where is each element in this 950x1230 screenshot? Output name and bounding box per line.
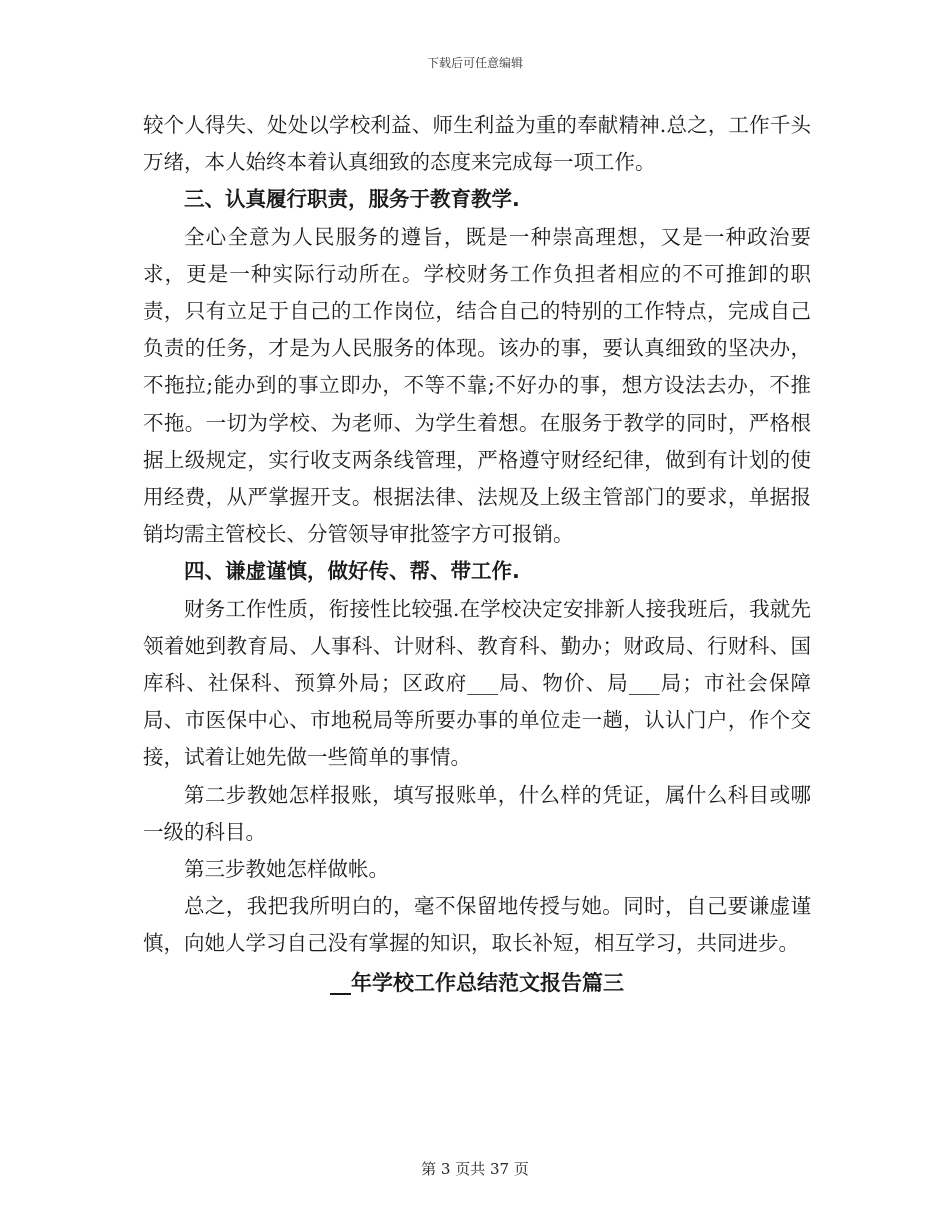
- document-section-title: __年学校工作总结范文报告篇三: [330, 970, 624, 995]
- paragraph-handover: 财务工作性质，衔接性比较强.在学校决定安排新人接我班后，我就先领着她到教育局、人事科、计财科、教育科、勤办；财政局、行财科、国库科、社保科、预算外局；区政府___局、物价、局___局；市社会保障局、市医保中心、市地税局等所要办事的单位走一趟，认认门户，作个交接，试着让她先做一些简单的事情。: [143, 596, 811, 770]
- page-number: 第 3 页共 37 页: [421, 1160, 529, 1178]
- page-header: 下载后可任意编辑: [426, 56, 523, 70]
- paragraph-continuation: 较个人得失、处处以学校利益、师生利益为重的奉献精神.总之，工作千头万绪，本人始终本着认真细致的态度来完成每一项工作。: [143, 113, 811, 175]
- document-body: [143, 107, 811, 1002]
- section-heading-3: 三、认真履行职责，服务于教育教学.: [184, 187, 520, 212]
- paragraph-step-two: 第二步教她怎样报账，填写报账单，什么样的凭证，属什么科目或哪一级的科目。: [143, 782, 811, 844]
- section-heading-4: 四、谦虚谨慎，做好传、帮、带工作.: [184, 559, 520, 584]
- paragraph-summary: 总之，我把我所明白的，毫不保留地传授与她。同时，自己要谦虚谨慎，向她人学习自己没有掌握的知识，取长补短，相互学习，共同进步。: [143, 894, 811, 956]
- paragraph-step-three: 第三步教她怎样做帐。: [184, 857, 389, 882]
- paragraph-service: 全心全意为人民服务的遵旨，既是一种崇高理想，又是一种政治要求，更是一种实际行动所在。学校财务工作负担者相应的不可推卸的职责，只有立足于自己的工作岗位，结合自己的特别的工作特点，完成自己负责的任务，才是为人民服务的体现。该办的事，要认真细致的坚决办，不拖拉;能办到的事立即办，不等不靠;不好办的事，想方设法去办，不推不拖。一切为学校、为老师、为学生着想。在服务于教学的同时，严格根据上级规定，实行收支两条线管理，严格遵守财经纪律，做到有计划的使用经费，从严掌握开支。根据法律、法规及上级主管部门的要求，单据报销均需主管校长、分管领导审批签字方可报销。: [143, 224, 811, 547]
